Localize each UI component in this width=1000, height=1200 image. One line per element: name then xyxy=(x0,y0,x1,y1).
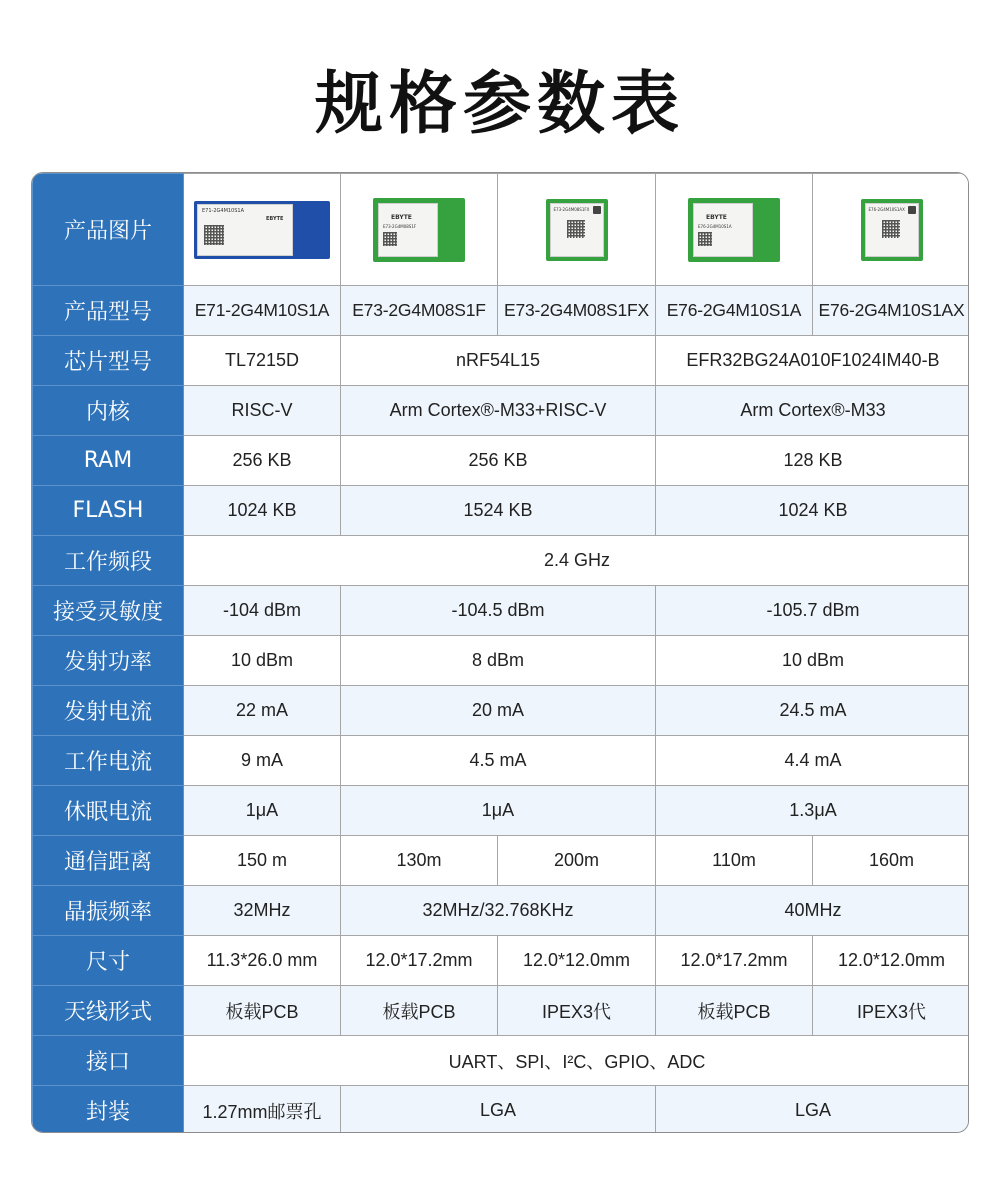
model-cell: E71-2G4M10S1A xyxy=(184,286,341,336)
size-cell: 11.3*26.0 mm xyxy=(184,936,341,986)
row-sensitivity xyxy=(33,586,970,636)
row-label-work-current: 工作电流 xyxy=(33,736,184,786)
size-cell: 12.0*12.0mm xyxy=(498,936,656,986)
range-cell: 150 m xyxy=(184,836,341,886)
tx-current-cell: 20 mA xyxy=(341,686,656,736)
antenna-cell: 板载PCB xyxy=(656,986,813,1036)
module-image-e73-f: EBYTE E73-2G4M08S1F xyxy=(373,198,465,262)
model-cell: E76-2G4M10S1A xyxy=(656,286,813,336)
row-label-interface: 接口 xyxy=(33,1036,184,1086)
product-image-cell xyxy=(184,174,341,286)
package-cell: LGA xyxy=(341,1086,656,1134)
row-label-package: 封装 xyxy=(33,1086,184,1134)
crystal-cell: 32MHz/32.768KHz xyxy=(341,886,656,936)
model-cell: E76-2G4M10S1AX xyxy=(813,286,970,336)
antenna-cell: 板载PCB xyxy=(341,986,498,1036)
row-sleep-current xyxy=(33,786,970,836)
antenna-cell: IPEX3代 xyxy=(498,986,656,1036)
row-label-core: 内核 xyxy=(33,386,184,436)
chip-cell: EFR32BG24A010F1024IM40-B xyxy=(656,336,970,386)
tx-current-cell: 22 mA xyxy=(184,686,341,736)
row-label-image: 产品图片 xyxy=(33,174,184,286)
flash-cell: 1524 KB xyxy=(341,486,656,536)
sleep-current-cell: 1μA xyxy=(341,786,656,836)
tx-power-cell: 10 dBm xyxy=(184,636,341,686)
row-crystal xyxy=(33,886,970,936)
row-label-tx-power: 发射功率 xyxy=(33,636,184,686)
range-cell: 160m xyxy=(813,836,970,886)
spec-table xyxy=(31,172,969,1133)
module-image-e71: E71-2G4M10S1A EBYTE xyxy=(194,201,330,259)
module-image-e73-fx: E73-2G4M08S1FX xyxy=(546,199,608,261)
size-cell: 12.0*17.2mm xyxy=(341,936,498,986)
module-image-e76-ax: E76-2G4M10S1AX xyxy=(861,199,923,261)
core-cell: RISC-V xyxy=(184,386,341,436)
product-image-cell xyxy=(498,174,656,286)
row-label-flash: FLASH xyxy=(33,486,184,536)
row-tx-power xyxy=(33,636,970,686)
row-label-band: 工作频段 xyxy=(33,536,184,586)
sensitivity-cell: -105.7 dBm xyxy=(656,586,970,636)
tx-power-cell: 10 dBm xyxy=(656,636,970,686)
row-label-antenna: 天线形式 xyxy=(33,986,184,1036)
row-flash xyxy=(33,486,970,536)
interface-cell: UART、SPI、I²C、GPIO、ADC xyxy=(184,1036,970,1086)
row-core xyxy=(33,386,970,436)
size-cell: 12.0*12.0mm xyxy=(813,936,970,986)
product-image-cell xyxy=(656,174,813,286)
model-cell: E73-2G4M08S1F xyxy=(341,286,498,336)
size-cell: 12.0*17.2mm xyxy=(656,936,813,986)
sensitivity-cell: -104.5 dBm xyxy=(341,586,656,636)
row-label-sleep-current: 休眠电流 xyxy=(33,786,184,836)
row-label-sensitivity: 接受灵敏度 xyxy=(33,586,184,636)
row-antenna xyxy=(33,986,970,1036)
sleep-current-cell: 1μA xyxy=(184,786,341,836)
tx-current-cell: 24.5 mA xyxy=(656,686,970,736)
module-image-e76-a: EBYTE E76-2G4M10S1A xyxy=(688,198,780,262)
band-cell: 2.4 GHz xyxy=(184,536,970,586)
core-cell: Arm Cortex®-M33+RISC-V xyxy=(341,386,656,436)
chip-cell: nRF54L15 xyxy=(341,336,656,386)
antenna-cell: IPEX3代 xyxy=(813,986,970,1036)
row-label-tx-current: 发射电流 xyxy=(33,686,184,736)
crystal-cell: 32MHz xyxy=(184,886,341,936)
row-tx-current xyxy=(33,686,970,736)
row-chip xyxy=(33,336,970,386)
row-size xyxy=(33,936,970,986)
flash-cell: 1024 KB xyxy=(184,486,341,536)
sensitivity-cell: -104 dBm xyxy=(184,586,341,636)
work-current-cell: 4.5 mA xyxy=(341,736,656,786)
row-label-size: 尺寸 xyxy=(33,936,184,986)
row-range xyxy=(33,836,970,886)
row-label-chip: 芯片型号 xyxy=(33,336,184,386)
core-cell: Arm Cortex®-M33 xyxy=(656,386,970,436)
package-cell: LGA xyxy=(656,1086,970,1134)
flash-cell: 1024 KB xyxy=(656,486,970,536)
product-image-cell xyxy=(341,174,498,286)
row-model xyxy=(33,286,970,336)
ram-cell: 128 KB xyxy=(656,436,970,486)
tx-power-cell: 8 dBm xyxy=(341,636,656,686)
package-cell: 1.27mm邮票孔 xyxy=(184,1086,341,1134)
row-label-crystal: 晶振频率 xyxy=(33,886,184,936)
range-cell: 130m xyxy=(341,836,498,886)
work-current-cell: 9 mA xyxy=(184,736,341,786)
ram-cell: 256 KB xyxy=(184,436,341,486)
row-work-current xyxy=(33,736,970,786)
ram-cell: 256 KB xyxy=(341,436,656,486)
row-ram xyxy=(33,436,970,486)
crystal-cell: 40MHz xyxy=(656,886,970,936)
chip-cell: TL7215D xyxy=(184,336,341,386)
work-current-cell: 4.4 mA xyxy=(656,736,970,786)
sleep-current-cell: 1.3μA xyxy=(656,786,970,836)
page-title: 规格参数表 xyxy=(314,65,685,144)
product-image-cell xyxy=(813,174,970,286)
row-package xyxy=(33,1086,970,1134)
row-product-image xyxy=(33,174,970,286)
row-label-range: 通信距离 xyxy=(33,836,184,886)
row-interface xyxy=(33,1036,970,1086)
range-cell: 200m xyxy=(498,836,656,886)
row-label-ram: RAM xyxy=(33,436,184,486)
range-cell: 110m xyxy=(656,836,813,886)
row-label-model: 产品型号 xyxy=(33,286,184,336)
model-cell: E73-2G4M08S1FX xyxy=(498,286,656,336)
row-band xyxy=(33,536,970,586)
antenna-cell: 板载PCB xyxy=(184,986,341,1036)
